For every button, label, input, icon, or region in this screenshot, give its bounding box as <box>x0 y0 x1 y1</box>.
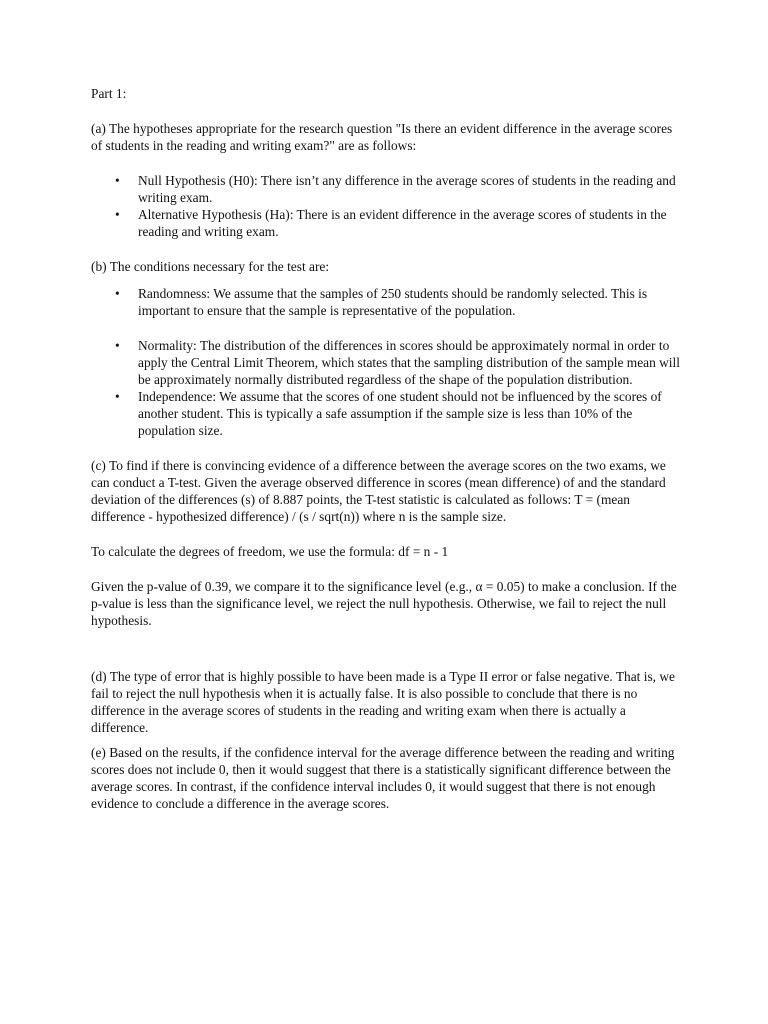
part-e-paragraph: (e) Based on the results, if the confidence interval for the average difference between the reading and writing scores does not include 0, then it would suggest that there is a statistically significant difference between the average scores. In contrast, if the confidence interval includes 0, it would suggest that there is not enough evidence to conclude a difference in the average scores. <box>91 745 675 811</box>
list-spacer <box>91 319 683 337</box>
conditions-list <box>91 285 683 439</box>
hypotheses-list <box>91 172 683 240</box>
part-c-paragraph-1: (c) To find if there is convincing evidence of a difference between the average scores on the two exams, we can conduct a T-test. Given the average observed difference in scores (mean difference) of and the standard deviation of the differences (s) of 8.887 points, the T-test statistic is calculated as follows: T = (mean difference - hypothesized difference) / (s / sqrt(n)) where n is the sample size. <box>91 458 666 524</box>
part-a-intro: (a) The hypotheses appropriate for the research question "Is there an evident difference in the average scores of students in the reading and writing exam?" are as follows: <box>91 121 673 153</box>
alternative-hypothesis-item: • Alternative Hypothesis (Ha): There is an evident difference in the average scores of students in the reading and writing exam. <box>91 206 683 240</box>
randomness-item: • Randomness: We assume that the samples of 250 students should be randomly selected. This is important to ensure that the sample is representative of the population. <box>91 285 683 319</box>
part-b-intro: (b) The conditions necessary for the test are: <box>91 259 330 274</box>
part-c-paragraph-2: To calculate the degrees of freedom, we use the formula: df = n - 1 <box>91 544 449 559</box>
document-body <box>91 85 683 812</box>
part-d-paragraph: (d) The type of error that is highly possible to have been made is a Type II error or false negative. That is, we fail to reject the null hypothesis when it is actually false. It is also possible to conclude that there is no difference in the average scores of students in the reading and writing exam when there is actually a difference. <box>91 669 675 735</box>
independence-item: • Independence: We assume that the scores of one student should not be influenced by the scores of another student. This is typically a safe assumption if the sample size is less than 10% of the population size. <box>91 388 683 439</box>
null-hypothesis-item: • Null Hypothesis (H0): There isn’t any difference in the average scores of students in the reading and writing exam. <box>91 172 683 206</box>
normality-item: • Normality: The distribution of the differences in scores should be approximately normal in order to apply the Central Limit Theorem, which states that the sampling distribution of the sample mean will be approximately normally distributed regardless of the shape of the population distribution. <box>91 337 683 388</box>
part-c-paragraph-3: Given the p-value of 0.39, we compare it to the significance level (e.g., α = 0.05) to make a conclusion. If the p-value is less than the significance level, we reject the null hypothesis. Otherwise, we fail to reject the null hypothesis. <box>91 579 677 628</box>
part-heading: Part 1: <box>91 86 127 101</box>
